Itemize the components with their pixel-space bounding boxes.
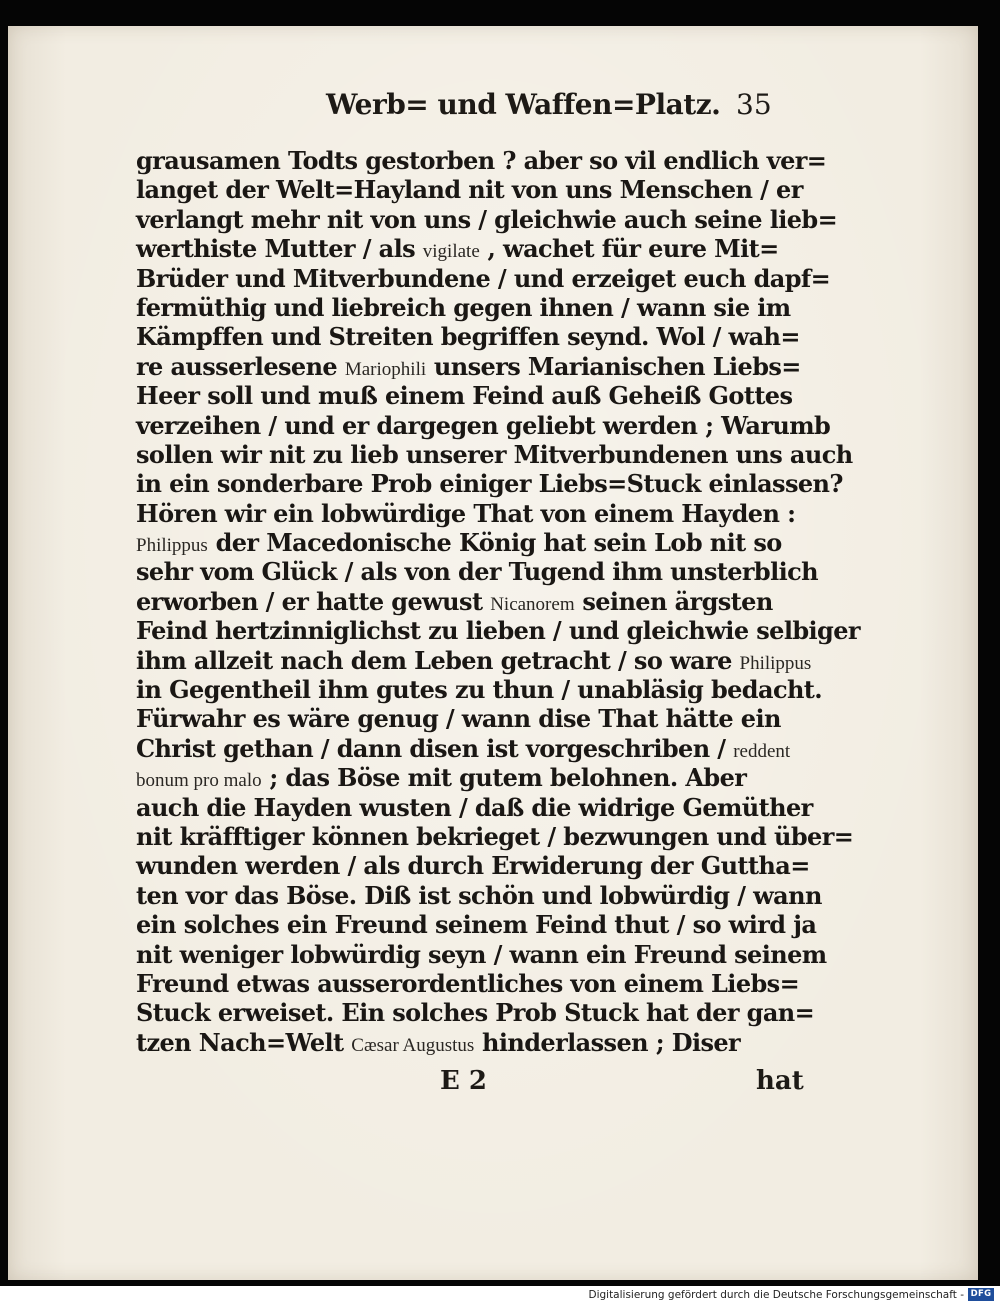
text-segment: verzeihen / und er dargegen geliebt werden ; Warumb [136,410,831,440]
text-segment: langet der Welt=Hayland nit von uns Menschen / er [136,175,803,205]
text-segment: ten vor das Böse. Diß ist schön und lobwürdig / wann [136,880,822,910]
text-segment: hinderlassen ; Diser [474,1027,741,1057]
text-line [136,528,796,557]
text-line [136,410,831,440]
text-line [136,998,815,1028]
text-segment: tzen Nach=Welt [136,1027,352,1057]
text-line [136,616,860,646]
text-line [136,322,800,352]
text-line [136,675,823,705]
text-segment: grausamen Todts gestorben ? aber so vil endlich ver= [136,146,827,175]
body-text [136,146,860,1057]
running-head: Werb= und Waffen=Platz. [326,88,721,121]
latin-phrase: Mariophili [344,358,427,380]
text-segment: Hören wir ein lobwürdige That von einem Hayden : [136,498,796,528]
text-line [136,910,817,940]
text-segment: Kämpffen und Streiten begriffen seynd. Wol / wah= [136,322,800,352]
text-segment: sollen wir nit zu lieb unserer Mitverbundenen uns auch [136,439,853,469]
text-line [136,557,819,587]
text-segment: Heer soll und muß einem Feind auß Geheiß Gottes [136,381,793,411]
text-line [136,792,813,822]
funding-credit: Digitalisierung gefördert durch die Deutsche Forschungsgemeinschaft - [588,1289,964,1301]
text-line [136,263,831,293]
text-segment: Brüder und Mitverbundene / und erzeiget euch dapf= [136,263,831,293]
text-line [136,175,803,205]
text-segment: seinen ärgsten [574,586,773,616]
text-segment: Feind hertzinniglichst zu lieben / und gleichwie selbiger [136,616,860,646]
text-line [136,734,796,763]
text-line [136,439,853,469]
text-segment: in ein sonderbare Prob einiger Liebs=Stuck einlassen? [136,469,843,499]
text-segment: ein solches ein Freund seinem Feind thut / so wird ja [136,910,817,940]
catchword: hat [756,1066,804,1096]
latin-phrase: Philippus [136,535,208,557]
text-line [136,880,822,910]
text-segment: nit weniger lobwürdig seyn / wann ein Freund seinem [136,939,827,969]
text-segment: fermüthig und liebreich gegen ihnen / wann sie im [136,292,791,322]
text-line [136,499,796,528]
text-line [136,763,796,792]
text-segment: Fürwahr es wäre genug / wann dise That hätte ein [136,704,781,734]
latin-phrase: Nicanorem [490,593,575,615]
text-line [136,351,801,381]
latin-phrase: Philippus [739,652,812,674]
text-segment: der Macedonische König hat sein Lob nit so [207,528,782,558]
signature-mark: E 2 [440,1066,487,1096]
text-segment: ihm allzeit nach dem Leben getracht / so ware [136,645,740,675]
text-line [136,704,796,733]
text-line [136,146,827,175]
text-segment: Freund etwas ausserordentliches von einem Liebs= [136,968,800,998]
text-segment: erworben / er hatte gewust [136,586,491,616]
text-segment: verlangt mehr nit von uns / gleichwie auch seine lieb= [136,204,838,234]
text-segment: unsers Marianischen Liebs= [426,351,801,381]
text-line [136,851,810,881]
text-line [136,939,827,969]
dfg-logo-icon: DFG [968,1288,994,1301]
text-line [136,204,838,234]
text-line [136,587,796,616]
text-line [136,234,796,263]
text-line [136,645,812,675]
latin-phrase: Cæsar Augustus [351,1034,475,1056]
text-segment: , wachet für eure Mit= [479,234,779,264]
text-segment: re ausserlesene [136,351,345,381]
text-segment: sehr vom Glück / als von der Tugend ihm unsterblich [136,557,819,587]
text-line [136,968,800,998]
latin-phrase: bonum pro malo [136,770,262,792]
page-number: 35 [736,88,772,121]
text-segment: nit kräfftiger können bekrieget / bezwungen und über= [136,821,854,851]
latin-phrase: reddent [733,740,791,762]
text-segment: in Gegentheil ihm gutes zu thun / unabläsig bedacht. [136,675,823,705]
text-segment: ; das Böse mit gutem belohnen. Aber [261,763,747,793]
text-segment: Stuck erweiset. Ein solches Prob Stuck hat der gan= [136,998,815,1028]
text-line [136,469,843,499]
text-segment: auch die Hayden wusten / daß die widrige Gemüther [136,792,813,822]
text-segment: Christ gethan / dann disen ist vorgeschriben / [136,733,734,763]
text-line [136,821,854,851]
text-segment: wunden werden / als durch Erwiderung der Guttha= [136,851,810,881]
text-segment: werthiste Mutter / als [136,234,423,264]
latin-phrase: vigilate [422,241,480,263]
footer-bar [0,1286,1000,1304]
text-line [136,381,796,410]
text-line [136,293,796,322]
text-line [136,1028,796,1057]
